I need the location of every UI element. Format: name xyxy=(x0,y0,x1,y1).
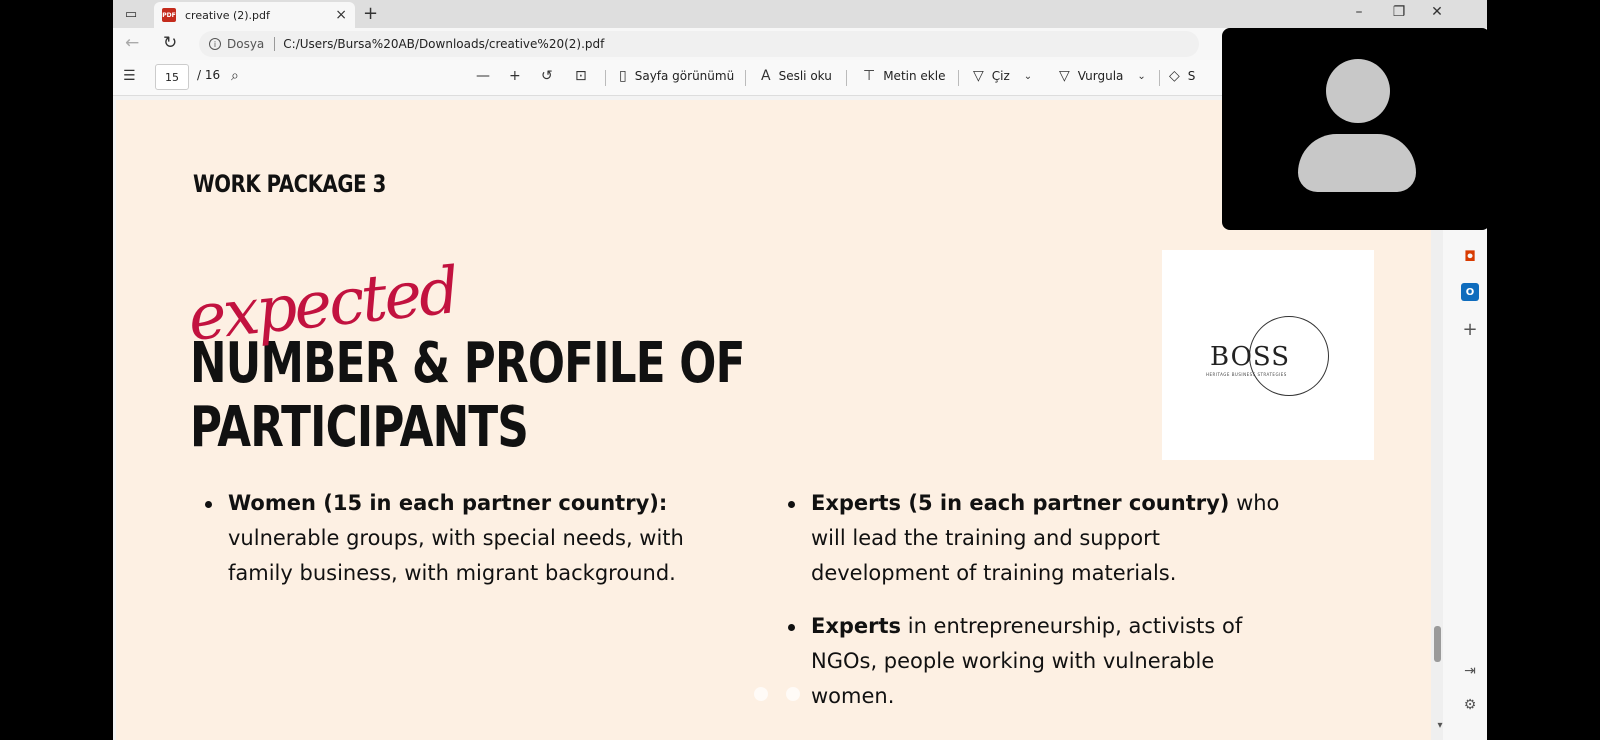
draw-icon: ▽ xyxy=(973,68,984,84)
page-heading xyxy=(190,332,745,460)
scroll-down-icon[interactable]: ▾ xyxy=(1437,719,1443,731)
bullet-bold: Women (15 in each partner country): xyxy=(228,491,668,515)
page-number-input[interactable]: 15 xyxy=(155,64,189,90)
total-pages: / 16 xyxy=(197,68,221,82)
close-window-button[interactable]: ✕ xyxy=(1431,4,1443,20)
heading-line-1: NUMBER & PROFILE OF xyxy=(190,331,745,396)
contents-list-icon[interactable]: ☰ xyxy=(123,68,136,84)
reload-icon[interactable]: ↻ xyxy=(163,33,178,53)
right-column xyxy=(783,486,1283,732)
loading-dots xyxy=(754,687,800,701)
read-aloud-icon: A xyxy=(761,68,771,84)
list-item xyxy=(783,609,1283,714)
rotate-icon[interactable]: ↺ xyxy=(541,68,553,84)
zoom-out-icon[interactable]: — xyxy=(476,68,490,84)
bullet-text: vulnerable groups, with special needs, with family business, with migrant background. xyxy=(228,526,684,585)
page-view-icon: ▯ xyxy=(619,68,627,84)
fit-page-icon[interactable]: ⊡ xyxy=(575,68,587,84)
close-tab-icon[interactable]: × xyxy=(335,7,347,23)
add-sidebar-icon[interactable]: + xyxy=(1462,318,1478,340)
erase-button[interactable] xyxy=(1169,68,1195,84)
chevron-down-icon[interactable]: ⌄ xyxy=(1137,70,1146,82)
hide-sidebar-icon[interactable]: ⇥ xyxy=(1464,663,1476,679)
url-field[interactable] xyxy=(199,31,1199,57)
read-aloud-button[interactable] xyxy=(761,68,832,84)
outlook-icon[interactable]: O xyxy=(1461,283,1479,301)
add-text-icon: ⊤ xyxy=(863,68,876,84)
bullet-text: in entrepreneurship, activists of NGOs, people working with vulnerable women. xyxy=(811,614,1243,708)
zoom-in-icon[interactable]: + xyxy=(509,68,521,84)
add-text-label: Metin ekle xyxy=(883,69,946,83)
back-arrow-icon[interactable]: ← xyxy=(125,33,140,53)
tab-title: creative (2).pdf xyxy=(185,8,270,22)
highlight-icon: ▽ xyxy=(1059,68,1070,84)
bullet-text: who will lead the training and support development of training materials. xyxy=(811,491,1280,585)
minimize-button[interactable]: – xyxy=(1355,4,1363,20)
logo-text: BOSS xyxy=(1210,342,1291,372)
highlight-label: Vurgula xyxy=(1077,69,1124,83)
add-text-button[interactable] xyxy=(863,68,945,84)
page-view-label: Sayfa görünümü xyxy=(634,69,735,83)
url-text: C:/Users/Bursa%20AB/Downloads/creative%20(2).pdf xyxy=(283,37,605,51)
search-icon[interactable]: ⌕ xyxy=(231,68,239,84)
list-item xyxy=(783,486,1283,591)
video-call-overlay[interactable] xyxy=(1222,28,1490,230)
new-tab-button[interactable]: + xyxy=(363,3,379,24)
info-icon[interactable]: i xyxy=(209,38,221,50)
chevron-down-icon[interactable]: ⌄ xyxy=(1023,70,1033,82)
highlight-button[interactable] xyxy=(1059,68,1146,84)
bullet-bold: Experts xyxy=(811,614,902,638)
erase-label: S xyxy=(1187,69,1196,83)
draw-button[interactable] xyxy=(973,68,1032,84)
tab-creative-pdf[interactable] xyxy=(154,2,355,28)
restore-button[interactable]: ❐ xyxy=(1392,4,1406,20)
tab-bar xyxy=(113,0,1487,28)
office-icon[interactable]: ◘ xyxy=(1464,249,1476,265)
list-item xyxy=(200,486,720,591)
draw-label: Çiz xyxy=(991,69,1010,83)
heading-line-2: PARTICIPANTS xyxy=(190,395,529,460)
script-word: expected xyxy=(184,254,461,356)
bullet-bold: Experts (5 in each partner country) xyxy=(811,491,1230,515)
logo-subtitle: HERITAGE BUSINESS STRATEGIES xyxy=(1206,372,1287,377)
settings-gear-icon[interactable]: ⚙ xyxy=(1463,697,1477,713)
avatar-body-icon xyxy=(1298,134,1416,192)
left-column xyxy=(200,486,720,609)
read-aloud-label: Sesli oku xyxy=(778,69,832,83)
tab-actions-icon[interactable]: ▭ xyxy=(124,6,138,22)
scroll-thumb[interactable] xyxy=(1434,626,1441,662)
url-prefix: Dosya xyxy=(227,37,275,51)
boss-logo xyxy=(1162,250,1374,460)
eraser-icon: ◇ xyxy=(1169,68,1180,84)
pdf-file-icon: PDF xyxy=(162,8,176,22)
page-view-button[interactable] xyxy=(619,68,734,84)
work-package-title: WORK PACKAGE 3 xyxy=(193,170,386,198)
avatar-head-icon xyxy=(1326,59,1390,123)
